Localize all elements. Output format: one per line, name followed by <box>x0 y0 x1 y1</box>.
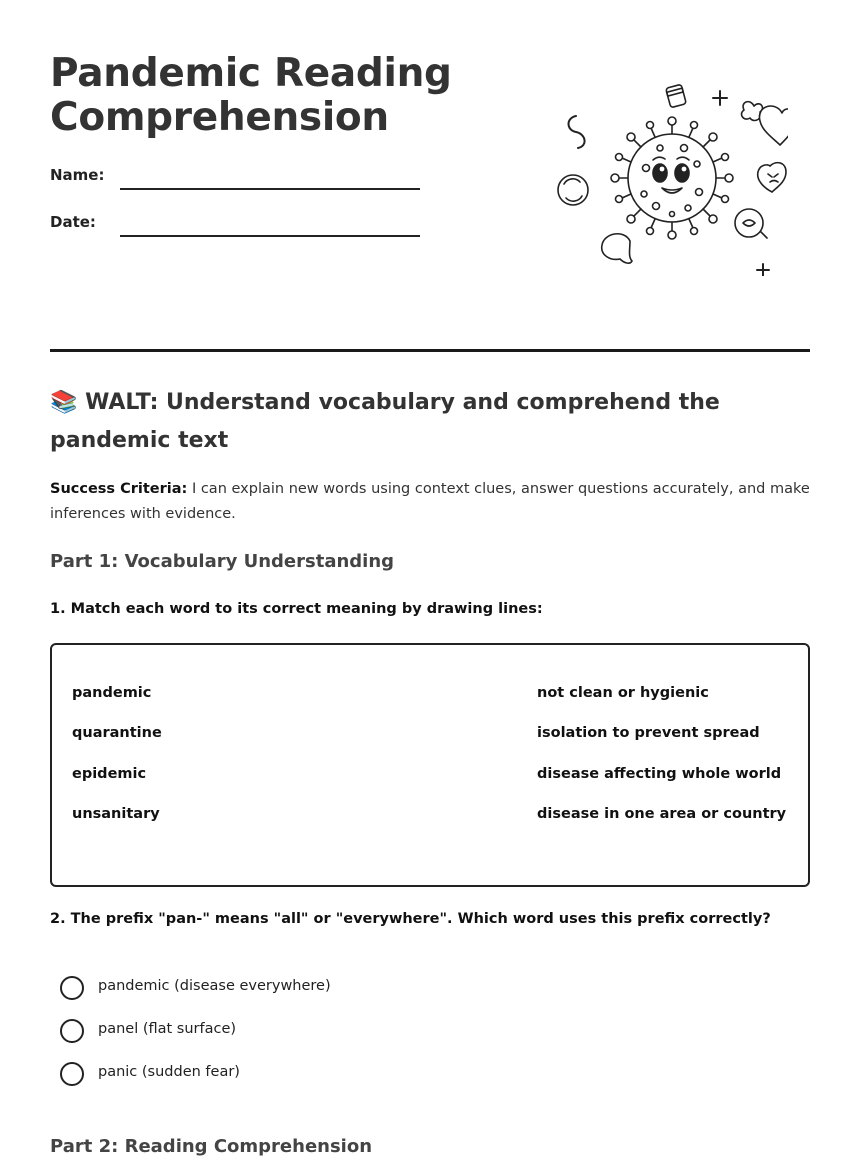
success-criteria-label: Success Criteria: <box>50 481 188 497</box>
page-title <box>50 52 452 140</box>
title-line-1: Pandemic Reading <box>50 51 452 96</box>
walt-heading <box>50 384 810 460</box>
option-label[interactable]: panel (flat surface) <box>98 1021 237 1037</box>
question-1-prompt: 1. Match each word to its correct meaning by drawing lines: <box>50 601 543 617</box>
part2-heading: Part 2: Reading Comprehension <box>50 1136 373 1157</box>
match-word-pandemic[interactable]: pandemic <box>72 685 152 701</box>
worksheet-page <box>50 0 810 1157</box>
option-panic[interactable] <box>60 1062 560 1088</box>
match-meaning-1[interactable]: not clean or hygienic <box>537 685 709 701</box>
radio-button[interactable] <box>60 1062 84 1086</box>
radio-button[interactable] <box>60 976 84 1000</box>
question-2-prompt: 2. The prefix "pan-" means "all" or "everywhere". Which word uses this prefix correctly? <box>50 911 771 927</box>
walt-text: WALT: Understand vocabulary and comprehend the pandemic text <box>50 390 720 453</box>
success-criteria-text: I can explain new words using context clues, answer questions accurately, and make inferences with evidence. <box>50 481 810 522</box>
option-label[interactable]: pandemic (disease everywhere) <box>98 978 331 994</box>
match-meaning-4[interactable]: disease in one area or country <box>537 806 787 822</box>
date-field[interactable] <box>50 213 420 243</box>
match-word-quarantine[interactable]: quarantine <box>72 725 162 741</box>
date-input-line[interactable] <box>120 235 420 237</box>
match-meaning-2[interactable]: isolation to prevent spread <box>537 725 760 741</box>
part1-heading: Part 1: Vocabulary Understanding <box>50 551 395 572</box>
option-label[interactable]: panic (sudden fear) <box>98 1064 240 1080</box>
option-pandemic[interactable] <box>60 976 560 1002</box>
matching-box <box>50 643 810 887</box>
match-meaning-3[interactable]: disease affecting whole world <box>537 766 782 782</box>
title-line-2: Comprehension <box>50 95 389 140</box>
name-field[interactable] <box>50 166 420 196</box>
date-label: Date: <box>50 213 96 231</box>
match-word-epidemic[interactable]: epidemic <box>72 766 147 782</box>
success-criteria <box>50 477 810 527</box>
books-icon: 📚 <box>50 390 78 415</box>
option-panel[interactable] <box>60 1019 560 1045</box>
header-divider <box>50 349 810 352</box>
match-word-unsanitary[interactable]: unsanitary <box>72 806 160 822</box>
worksheet-header <box>50 0 810 352</box>
radio-button[interactable] <box>60 1019 84 1043</box>
name-label: Name: <box>50 166 105 184</box>
cartoon-virus-icon <box>556 76 788 276</box>
name-input-line[interactable] <box>120 188 420 190</box>
